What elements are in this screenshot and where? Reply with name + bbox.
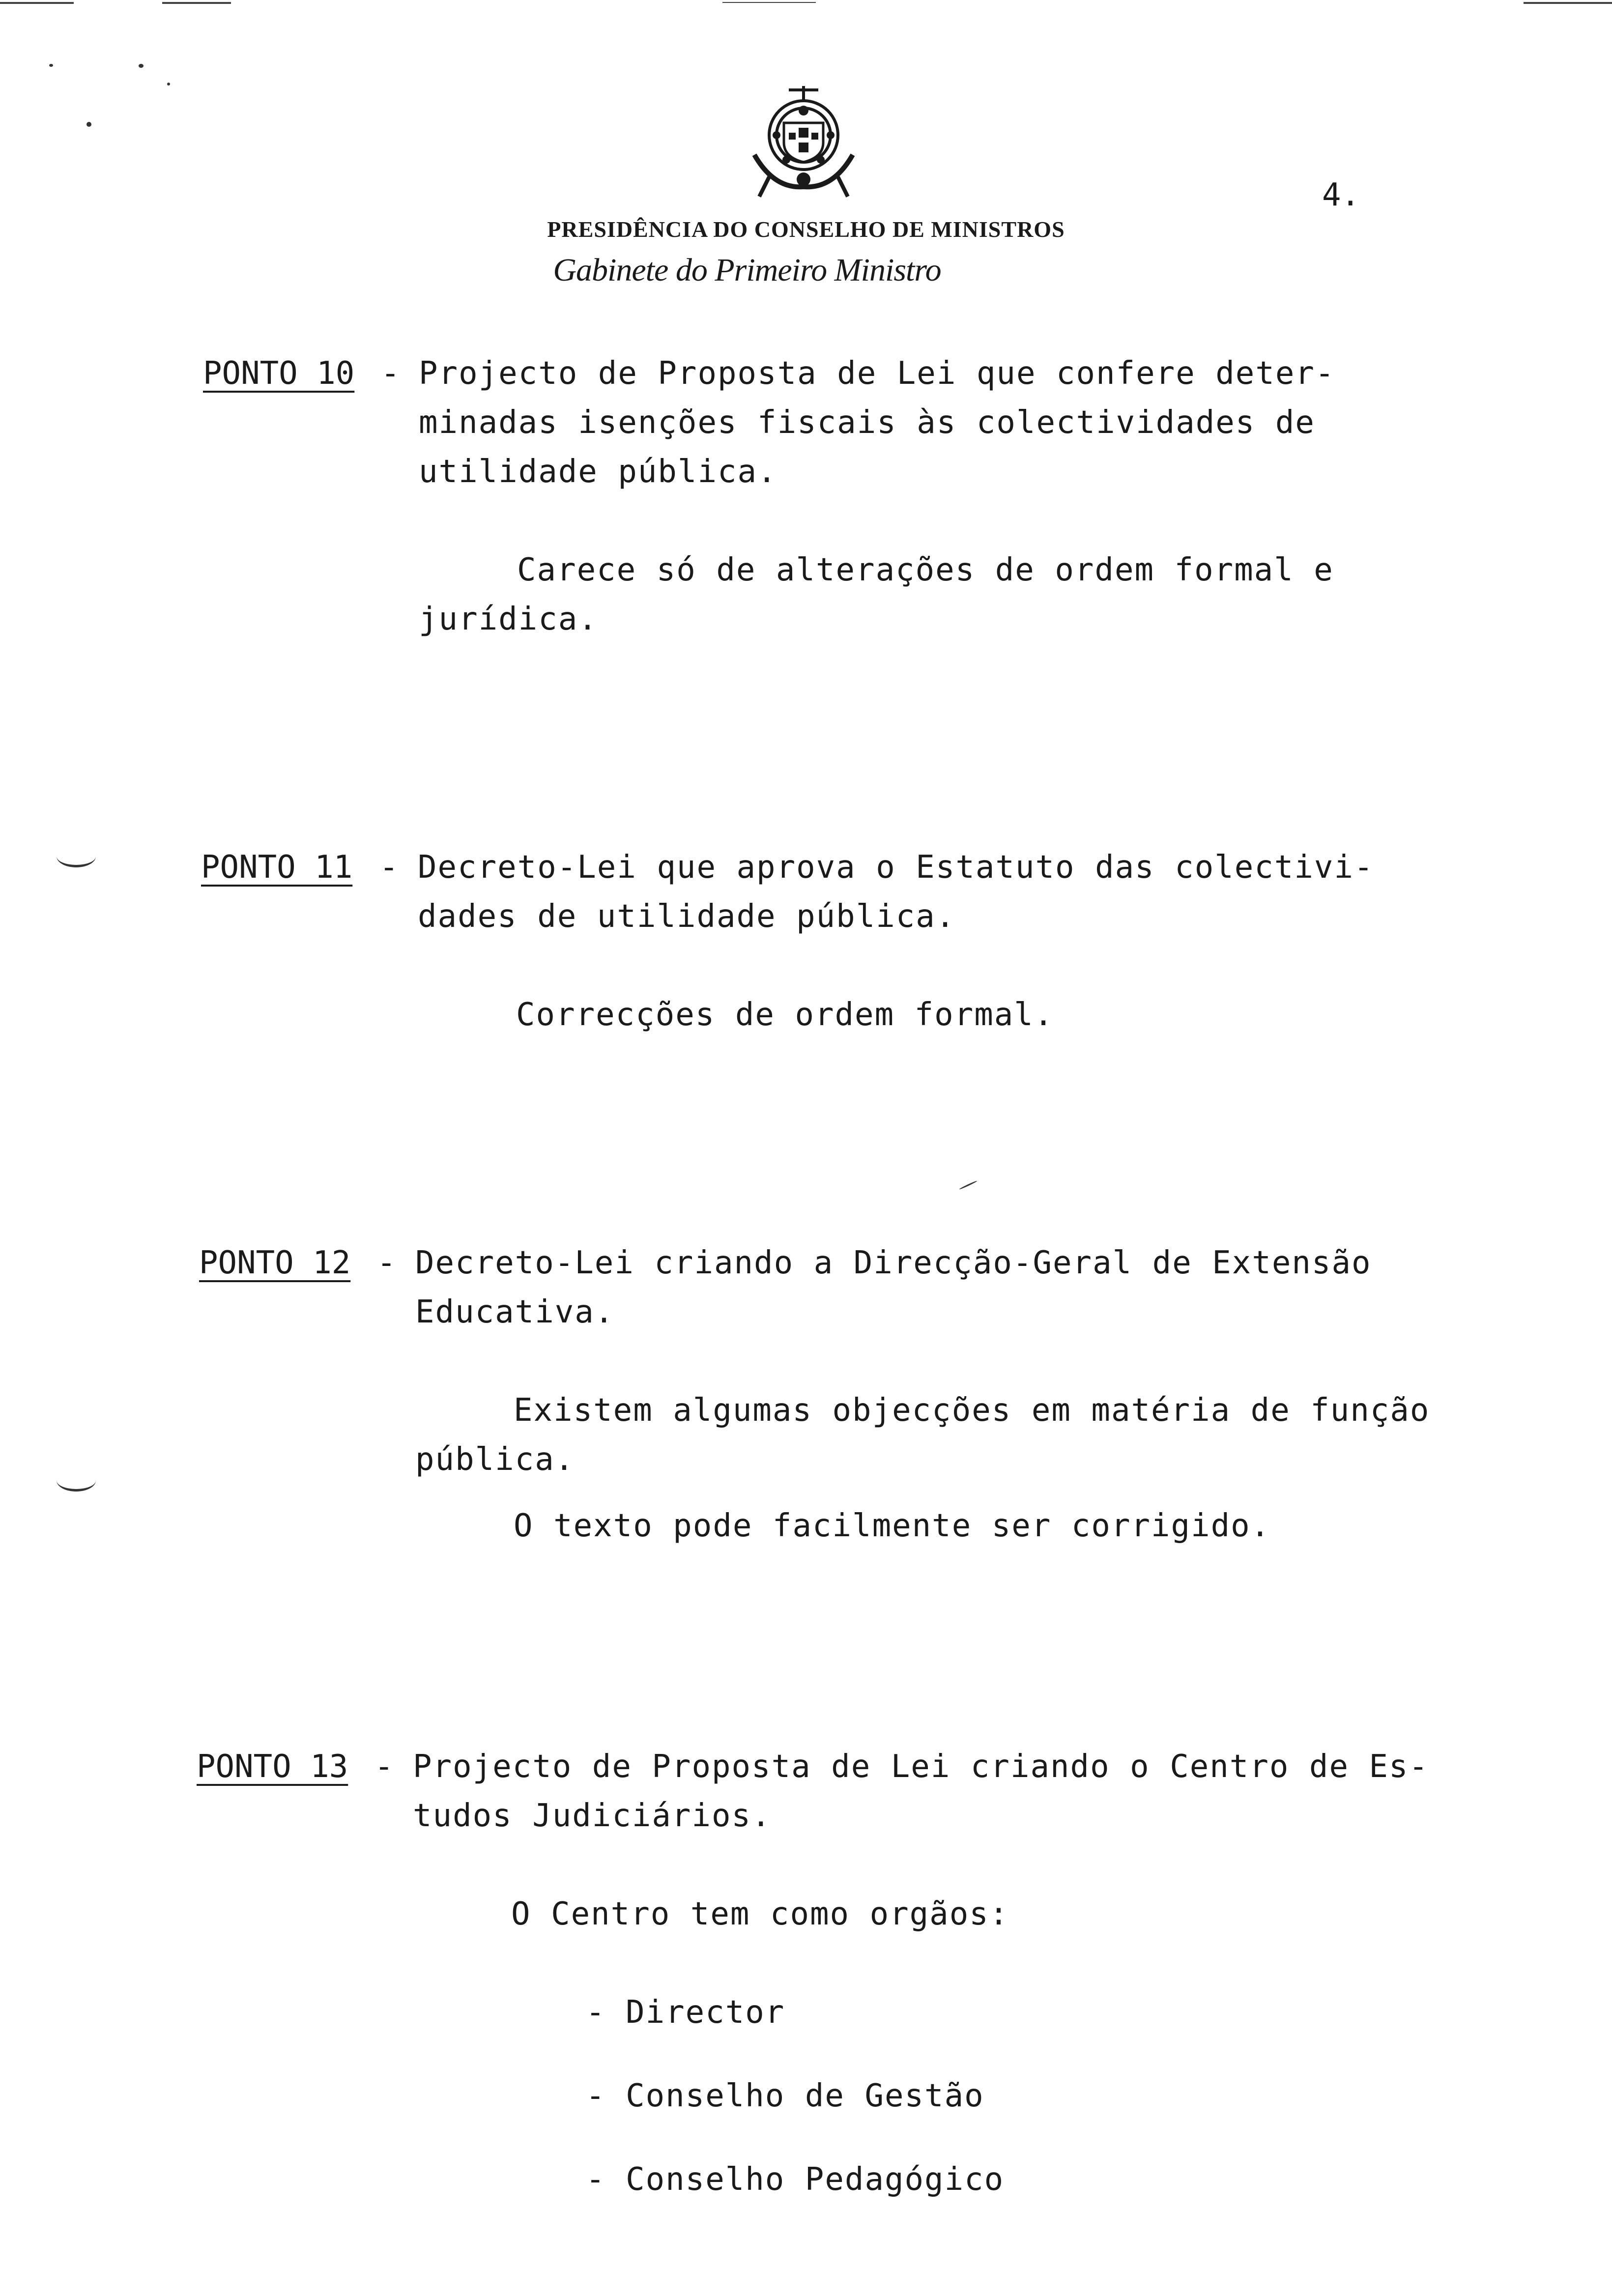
ponto-13-organ-1: - Director <box>586 1994 785 2031</box>
ponto-12-comment-1: Existem algumas objecções em matéria de função <box>514 1392 1430 1429</box>
scan-speck <box>167 83 170 86</box>
ponto-13-line-1: Projecto de Proposta de Lei criando o Centro de Es- <box>413 1749 1429 1785</box>
ponto-13-label: PONTO 13 <box>197 1749 348 1785</box>
ponto-13-dash: - <box>374 1749 394 1785</box>
ponto-12-line-1: Decreto-Lei criando a Direcção-Geral de Extensão <box>415 1245 1372 1281</box>
page-number: 4. <box>1322 177 1360 213</box>
ponto-10-comment-1: Carece só de alterações de ordem formal e <box>517 552 1334 588</box>
coat-of-arms-icon <box>740 81 867 201</box>
ponto-11-label: PONTO 11 <box>201 849 353 886</box>
header-subtitle: Gabinete do Primeiro Ministro <box>553 252 941 288</box>
scan-speck <box>49 64 53 67</box>
ponto-12-comment-2: pública. <box>415 1441 575 1478</box>
ponto-11-line-1: Decreto-Lei que aprova o Estatuto das colectivi- <box>418 849 1374 886</box>
punch-mark <box>57 1469 96 1492</box>
ponto-12-dash: - <box>377 1245 396 1281</box>
scan-speck <box>139 64 144 68</box>
ponto-10-comment-2: jurídica. <box>419 601 598 637</box>
ponto-11-dash: - <box>379 849 399 886</box>
ponto-13-organ-2: - Conselho de Gestão <box>586 2078 984 2114</box>
ponto-10-line-3: utilidade pública. <box>419 454 777 490</box>
ponto-10-dash: - <box>381 355 400 392</box>
header-title: PRESIDÊNCIA DO CONSELHO DE MINISTROS <box>547 217 1065 242</box>
ponto-10-line-1: Projecto de Proposta de Lei que confere deter- <box>419 355 1335 392</box>
punch-mark <box>57 845 96 867</box>
scan-line <box>1524 2 1612 4</box>
scan-speck <box>959 1180 978 1190</box>
ponto-13-organ-3: - Conselho Pedagógico <box>586 2161 1005 2198</box>
ponto-10-label: PONTO 10 <box>203 355 355 392</box>
ponto-11-line-2: dades de utilidade pública. <box>418 898 956 935</box>
ponto-11-comment-1: Correcções de ordem formal. <box>516 997 1054 1033</box>
scan-line <box>162 2 231 4</box>
ponto-12-label: PONTO 12 <box>199 1245 351 1281</box>
ponto-10-line-2: minadas isenções fiscais às colectividades de <box>419 404 1315 441</box>
scan-speck <box>86 122 91 127</box>
ponto-12-line-2: Educativa. <box>415 1294 615 1330</box>
ponto-12-comment-3: O texto pode facilmente ser corrigido. <box>514 1508 1271 1544</box>
ponto-13-line-2: tudos Judiciários. <box>413 1798 772 1834</box>
ponto-13-comment-1: O Centro tem como orgãos: <box>511 1896 1009 1932</box>
scan-line <box>0 2 74 4</box>
scan-line <box>722 2 816 3</box>
